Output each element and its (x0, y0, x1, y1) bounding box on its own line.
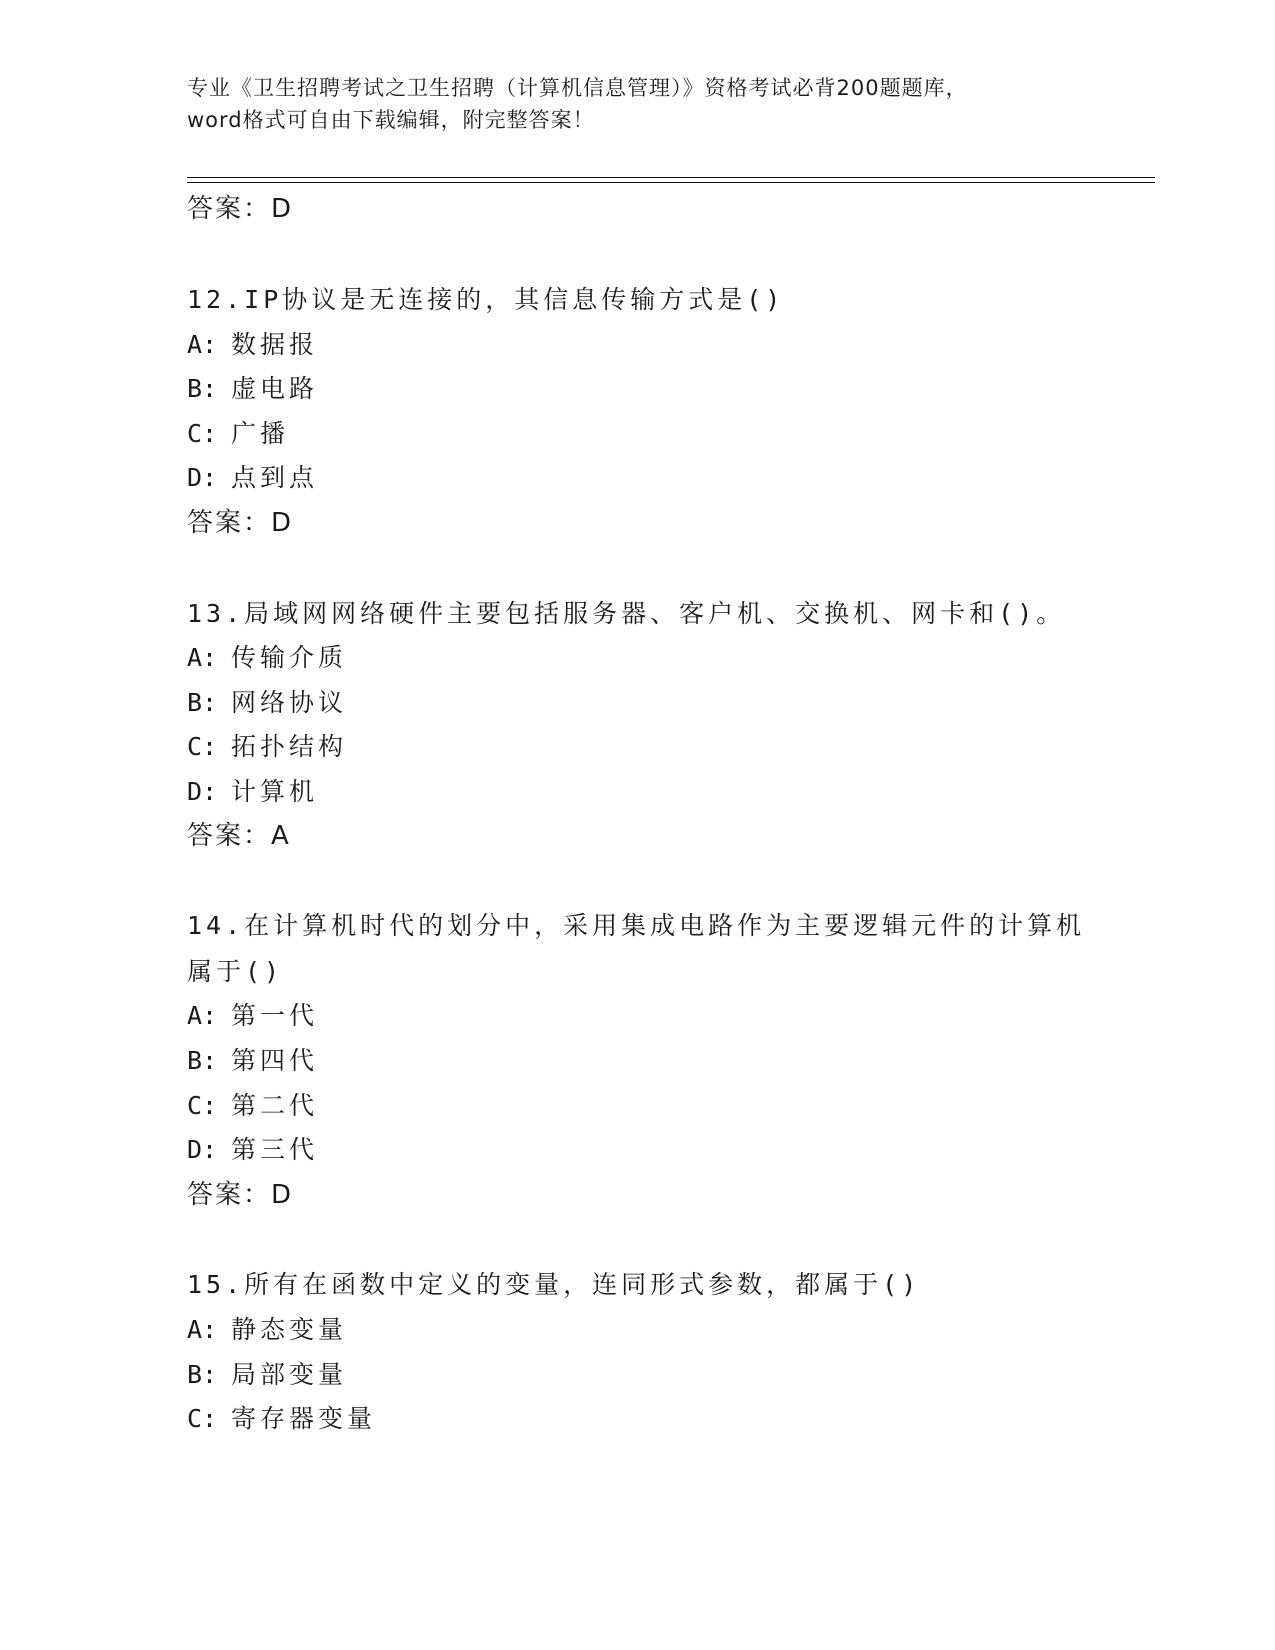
q14-option-d (187, 1134, 318, 1166)
option-label: A: (187, 1001, 218, 1030)
option-label: D: (187, 463, 218, 492)
q12-option-a (187, 329, 318, 361)
option-label: B: (187, 688, 218, 717)
option-label: A: (187, 643, 218, 672)
header-divider-top (187, 177, 1155, 178)
option-text: 第三代 (231, 1135, 319, 1164)
option-text: 虚电路 (231, 374, 319, 403)
question-15: 15.所有在函数中定义的变量，连同形式参数，都属于() (187, 1270, 921, 1299)
option-text: 静态变量 (231, 1315, 348, 1344)
header-line-2: word格式可自由下载编辑，附完整答案！ (187, 108, 595, 132)
option-label: B: (187, 1046, 218, 1075)
option-text: 寄存器变量 (231, 1404, 377, 1433)
q13-option-a (187, 642, 347, 674)
q12-option-c (187, 418, 289, 450)
option-label: C: (187, 419, 218, 448)
option-text: 计算机 (231, 777, 319, 806)
question-12: 12.IP协议是无连接的，其信息传输方式是() (187, 285, 785, 314)
q15-option-a (187, 1314, 347, 1346)
option-text: 数据报 (231, 330, 319, 359)
option-text: 局部变量 (231, 1360, 348, 1389)
option-text: 第四代 (231, 1046, 319, 1075)
option-label: A: (187, 330, 218, 359)
option-label: B: (187, 1360, 218, 1389)
q13-option-d (187, 776, 318, 808)
q15-option-b (187, 1359, 347, 1391)
option-label: C: (187, 1404, 218, 1433)
option-label: A: (187, 1315, 218, 1344)
answer-13: 答案：A (187, 821, 291, 851)
option-label: D: (187, 1135, 218, 1164)
option-label: C: (187, 732, 218, 761)
q13-option-c (187, 731, 347, 763)
header-divider-bottom (187, 182, 1155, 183)
document-header (187, 72, 1087, 136)
question-14-line-2: 属于() (187, 957, 284, 986)
header-line-1: 专业《卫生招聘考试之卫生招聘（计算机信息管理）》资格考试必背200题题库， (187, 76, 968, 100)
option-text: 第一代 (231, 1001, 319, 1030)
answer-12: 答案：D (187, 508, 294, 538)
q13-option-b (187, 687, 347, 719)
option-text: 网络协议 (231, 688, 348, 717)
q14-option-b (187, 1045, 318, 1077)
option-label: B: (187, 374, 218, 403)
question-13: 13.局域网网络硬件主要包括服务器、客户机、交换机、网卡和()。 (187, 599, 1066, 628)
option-text: 传输介质 (231, 643, 348, 672)
q12-option-b (187, 373, 318, 405)
q14-option-c (187, 1090, 318, 1122)
answer-11: 答案：D (187, 194, 294, 224)
option-text: 拓扑结构 (231, 732, 348, 761)
q15-option-c (187, 1403, 376, 1435)
option-text: 点到点 (231, 463, 319, 492)
answer-14: 答案：D (187, 1180, 294, 1210)
question-14-line-1: 14.在计算机时代的划分中，采用集成电路作为主要逻辑元件的计算机 (187, 911, 1086, 940)
option-text: 广播 (231, 419, 290, 448)
option-label: C: (187, 1091, 218, 1120)
option-label: D: (187, 777, 218, 806)
q12-option-d (187, 462, 318, 494)
option-text: 第二代 (231, 1091, 319, 1120)
q14-option-a (187, 1000, 318, 1032)
